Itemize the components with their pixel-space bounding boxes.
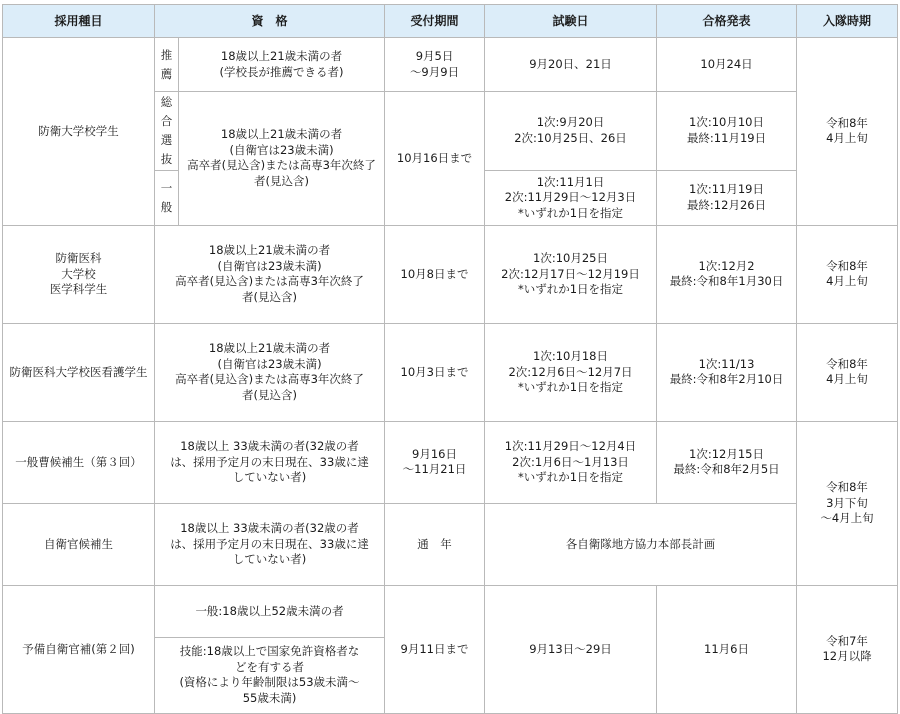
header-application-period: 受付期間 bbox=[385, 5, 485, 38]
nda-category: 防衛大学校学生 bbox=[3, 38, 155, 226]
table-row bbox=[3, 421, 898, 503]
header-row bbox=[3, 5, 898, 38]
medical-result: 1次:12月2 最終:令和8年1月30日 bbox=[657, 225, 797, 323]
medical-enlistment: 令和8年 4月上旬 bbox=[797, 225, 898, 323]
nda-shared-application: 10月16日まで bbox=[385, 92, 485, 226]
table-row bbox=[3, 503, 898, 585]
nco-exam: 1次:11月29日〜12月4日 2次:1月6日〜1月13日 *いずれか1日を指定 bbox=[485, 421, 657, 503]
nursing-exam: 1次:10月18日 2次:12月6日〜12月7日 *いずれか1日を指定 bbox=[485, 323, 657, 421]
nursing-category: 防衛医科大学校医看護学生 bbox=[3, 323, 155, 421]
nursing-qualification: 18歳以上21歳未満の者 (自衛官は23歳未満) 高卒者(見込含)または高専3年次終了 者(見込含) bbox=[155, 323, 385, 421]
nda-comprehensive-exam: 1次:9月20日 2次:10月25日、26日 bbox=[485, 92, 657, 171]
medical-application: 10月8日まで bbox=[385, 225, 485, 323]
private-category: 自衛官候補生 bbox=[3, 503, 155, 585]
private-qualification: 18歳以上 33歳未満の者(32歳の者 は、採用予定月の末日現在、33歳に達 していない者) bbox=[155, 503, 385, 585]
nda-general-exam: 1次:11月1日 2次:11月29日〜12月3日 *いずれか1日を指定 bbox=[485, 170, 657, 225]
medical-exam: 1次:10月25日 2次:12月17日〜12月19日 *いずれか1日を指定 bbox=[485, 225, 657, 323]
reserve-qualification-skill: 技能:18歳以上で国家免許資格者な どを有する者 (資格により年齢制限は53歳未満〜 55歳未満) bbox=[155, 637, 385, 713]
nda-recommend-application: 9月5日 〜9月9日 bbox=[385, 38, 485, 92]
nursing-result: 1次:11/13 最終:令和8年2月10日 bbox=[657, 323, 797, 421]
table-row bbox=[3, 323, 898, 421]
medical-category: 防衛医科 大学校 医学科学生 bbox=[3, 225, 155, 323]
nda-recommend-exam: 9月20日、21日 bbox=[485, 38, 657, 92]
private-exam-result: 各自衛隊地方協力本部長計画 bbox=[485, 503, 797, 585]
nco-private-enlistment: 令和8年 3月下旬 〜4月上旬 bbox=[797, 421, 898, 585]
header-result-announcement: 合格発表 bbox=[657, 5, 797, 38]
header-category: 採用種目 bbox=[3, 5, 155, 38]
nda-recommend-sub: 推 薦 bbox=[155, 38, 179, 92]
nda-recommend-result: 10月24日 bbox=[657, 38, 797, 92]
reserve-application: 9月11日まで bbox=[385, 585, 485, 713]
nda-shared-qualification: 18歳以上21歳未満の者 (自衛官は23歳未満) 高卒者(見込含)または高専3年次終了 者(見込含) bbox=[179, 92, 385, 226]
nda-recommend-qualification: 18歳以上21歳未満の者 (学校長が推薦できる者) bbox=[179, 38, 385, 92]
nco-result: 1次:12月15日 最終:令和8年2月5日 bbox=[657, 421, 797, 503]
nda-comprehensive-result: 1次:10月10日 最終:11月19日 bbox=[657, 92, 797, 171]
private-application: 通 年 bbox=[385, 503, 485, 585]
reserve-category: 予備自衛官補(第２回) bbox=[3, 585, 155, 713]
nco-category: 一般曹候補生（第３回） bbox=[3, 421, 155, 503]
reserve-enlistment: 令和7年 12月以降 bbox=[797, 585, 898, 713]
medical-qualification: 18歳以上21歳未満の者 (自衛官は23歳未満) 高卒者(見込含)または高専3年次終了 者(見込含) bbox=[155, 225, 385, 323]
table-row bbox=[3, 225, 898, 323]
header-qualification: 資 格 bbox=[155, 5, 385, 38]
nda-general-sub: 一 般 bbox=[155, 170, 179, 225]
nco-application: 9月16日 〜11月21日 bbox=[385, 421, 485, 503]
header-exam-date: 試験日 bbox=[485, 5, 657, 38]
recruitment-schedule-table bbox=[2, 4, 898, 714]
reserve-result: 11月6日 bbox=[657, 585, 797, 713]
reserve-qualification-general: 一般:18歳以上52歳未満の者 bbox=[155, 585, 385, 637]
header-enlistment-period: 入隊時期 bbox=[797, 5, 898, 38]
nda-enlistment: 令和8年 4月上旬 bbox=[797, 38, 898, 226]
reserve-exam: 9月13日〜29日 bbox=[485, 585, 657, 713]
table-row bbox=[3, 585, 898, 637]
nco-qualification: 18歳以上 33歳未満の者(32歳の者 は、採用予定月の末日現在、33歳に達 していない者) bbox=[155, 421, 385, 503]
nda-comprehensive-sub: 総 合 選 抜 bbox=[155, 92, 179, 171]
nursing-enlistment: 令和8年 4月上旬 bbox=[797, 323, 898, 421]
table-row bbox=[3, 38, 898, 92]
nursing-application: 10月3日まで bbox=[385, 323, 485, 421]
nda-general-result: 1次:11月19日 最終:12月26日 bbox=[657, 170, 797, 225]
